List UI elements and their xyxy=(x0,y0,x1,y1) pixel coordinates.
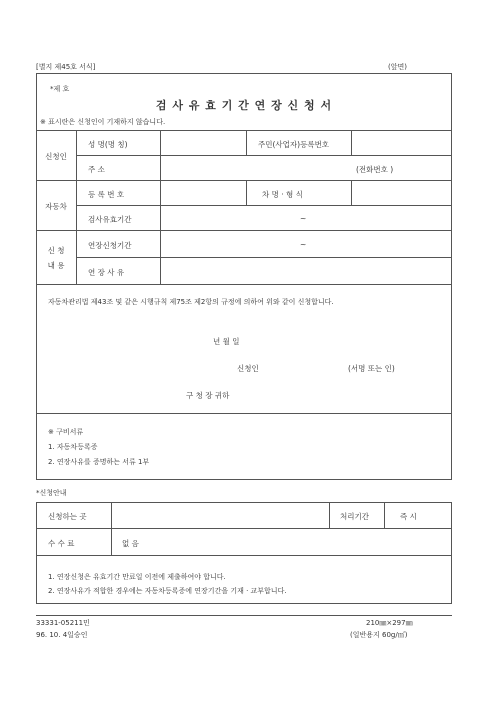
form-id: [별지 제45호 서식] xyxy=(36,63,96,71)
statement: 자동차관리법 제43조 및 같은 시행규칙 제75조 제2항의 규정에 의하여 위와 같이 신청합니다. xyxy=(48,298,334,306)
car-model-label: 차 명 · 형 식 xyxy=(262,190,303,199)
applicant-section: 신청인 xyxy=(45,152,67,161)
page-side: (앞면) xyxy=(388,63,407,71)
rule xyxy=(36,413,452,414)
fee-value: 없 음 xyxy=(122,539,139,548)
form-code: 33331-05211민 xyxy=(36,619,90,627)
ext-period-label: 연장신청기간 xyxy=(88,241,132,250)
signer-label: 신청인 xyxy=(237,364,259,373)
registration-label: 주민(사업자)등록번호 xyxy=(258,140,330,149)
rule xyxy=(111,502,112,555)
rule xyxy=(76,155,452,156)
docs-heading: ※ 구비서류 xyxy=(48,428,84,436)
number-label: *제 호 xyxy=(50,85,70,93)
name-label: 성 명(명 칭) xyxy=(88,140,128,149)
processing-label: 처리기간 xyxy=(340,512,369,521)
processing-value: 즉 시 xyxy=(400,512,417,521)
rule xyxy=(76,130,77,284)
docs-item-1: 1. 자동차등록증 xyxy=(48,443,98,451)
vehicle-section: 자동차 xyxy=(45,202,67,211)
address-label: 주 소 xyxy=(88,165,105,174)
request-section-line1: 신 청 xyxy=(47,246,65,255)
rule xyxy=(36,130,452,131)
guide-title: *신청안내 xyxy=(36,489,67,497)
date-line: 년 월 일 xyxy=(213,337,240,346)
paper-type: (일반용지 60g/㎡) xyxy=(350,631,408,639)
phone-label: (전화번호 ) xyxy=(356,165,394,174)
rule xyxy=(76,205,452,206)
rule xyxy=(351,130,352,155)
ext-period-tilde: ~ xyxy=(300,240,307,249)
form-title: 검 사 유 효 기 간 연 장 신 청 서 xyxy=(155,99,333,112)
rule xyxy=(36,230,452,231)
recipient: 구 청 장 귀하 xyxy=(186,391,230,400)
rule xyxy=(384,502,385,528)
rule xyxy=(246,130,247,155)
rule xyxy=(36,528,452,529)
guide-note-2: 2. 연장사유가 적합한 경우에는 자동차등록증에 연장기간을 기재 · 교부합니다. xyxy=(48,587,287,595)
valid-period-tilde: ~ xyxy=(300,214,307,223)
rule xyxy=(351,180,352,205)
fee-label: 수 수 료 xyxy=(48,539,75,548)
footer-rule xyxy=(36,615,452,616)
reg-no-label: 등 록 번 호 xyxy=(88,190,125,199)
paper-size: 210㎜×297㎜ xyxy=(366,619,413,627)
submit-to-label: 신청하는 곳 xyxy=(48,512,87,521)
rule xyxy=(160,130,161,284)
rule xyxy=(329,502,330,528)
guide-note-1: 1. 연장신청은 유효기간 만료일 이전에 제출하여야 합니다. xyxy=(48,573,226,581)
rule xyxy=(76,257,452,258)
rule xyxy=(36,555,452,556)
rule xyxy=(246,180,247,205)
sign-hint: (서명 또는 인) xyxy=(348,364,395,373)
docs-item-2: 2. 연장사유를 증명하는 서류 1부 xyxy=(48,458,150,466)
request-section-line2: 내 용 xyxy=(47,261,65,270)
rule xyxy=(36,180,452,181)
form-note: ※ 표시란은 신청인이 기재하지 않습니다. xyxy=(40,118,166,126)
rule xyxy=(36,284,452,285)
valid-period-label: 검사유효기간 xyxy=(88,215,132,224)
approval-date: 96. 10. 4일승인 xyxy=(36,631,88,639)
reason-label: 연 장 사 유 xyxy=(88,268,125,277)
